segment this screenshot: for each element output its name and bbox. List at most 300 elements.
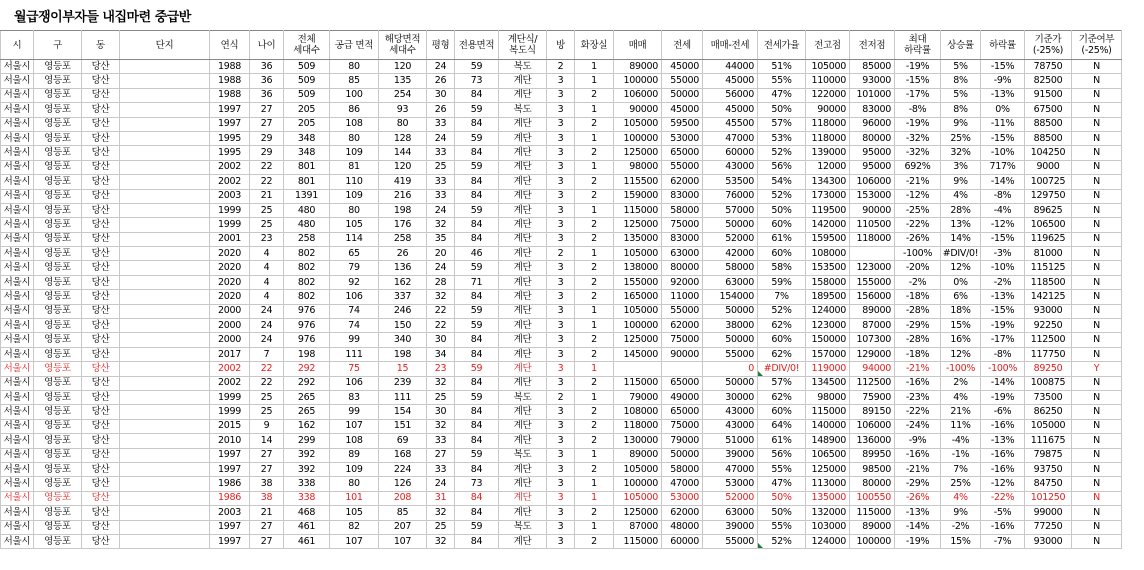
table-cell[interactable]: 84 xyxy=(455,290,499,304)
table-cell[interactable]: 당산 xyxy=(82,203,120,217)
table-cell[interactable] xyxy=(120,290,210,304)
column-header[interactable]: 전세가율 xyxy=(758,31,806,60)
table-cell[interactable]: -14% xyxy=(981,376,1025,390)
table-cell[interactable]: 50000 xyxy=(703,333,758,347)
table-cell[interactable]: 59 xyxy=(455,103,499,117)
table-cell[interactable]: 26 xyxy=(427,103,455,117)
table-cell[interactable]: 108000 xyxy=(614,405,662,419)
table-cell[interactable]: 89950 xyxy=(850,448,895,462)
table-cell[interactable]: 106500 xyxy=(1025,218,1072,232)
table-cell[interactable]: 135000 xyxy=(806,491,850,505)
table-cell[interactable]: 8% xyxy=(941,103,981,117)
table-cell[interactable]: 2020 xyxy=(210,261,250,275)
table-cell[interactable]: 976 xyxy=(284,333,330,347)
table-cell[interactable]: 서울시 xyxy=(1,520,34,534)
table-cell[interactable]: 서울시 xyxy=(1,419,34,433)
table-cell[interactable]: 84 xyxy=(455,189,499,203)
table-cell[interactable]: 112500 xyxy=(1025,333,1072,347)
table-cell[interactable]: 21% xyxy=(941,405,981,419)
table-cell[interactable]: 111 xyxy=(330,347,379,361)
table-cell[interactable]: 110500 xyxy=(850,218,895,232)
table-cell[interactable]: 151 xyxy=(379,419,427,433)
table-cell[interactable]: 118000 xyxy=(614,419,662,433)
table-cell[interactable] xyxy=(120,419,210,433)
table-cell[interactable]: 126 xyxy=(379,477,427,491)
table-cell[interactable]: 100000 xyxy=(614,74,662,88)
column-header[interactable]: 하락률 xyxy=(981,31,1025,60)
table-cell[interactable]: 서울시 xyxy=(1,448,34,462)
table-cell[interactable]: 2002 xyxy=(210,362,250,376)
table-cell[interactable]: 1 xyxy=(575,60,614,74)
table-cell[interactable]: 39000 xyxy=(703,448,758,462)
table-cell[interactable]: 3 xyxy=(547,448,575,462)
table-cell[interactable]: 47000 xyxy=(703,462,758,476)
table-cell[interactable]: N xyxy=(1072,175,1122,189)
table-cell[interactable]: 33 xyxy=(427,434,455,448)
table-cell[interactable]: -22% xyxy=(895,218,941,232)
table-cell[interactable]: 59 xyxy=(455,520,499,534)
table-cell[interactable]: 서울시 xyxy=(1,175,34,189)
table-cell[interactable]: 1988 xyxy=(210,88,250,102)
table-cell[interactable]: 82 xyxy=(330,520,379,534)
table-cell[interactable]: 140000 xyxy=(806,419,850,433)
table-cell[interactable]: -22% xyxy=(981,491,1025,505)
table-cell[interactable]: 계단 xyxy=(499,362,547,376)
table-cell[interactable]: 135 xyxy=(379,74,427,88)
table-cell[interactable]: 32 xyxy=(427,376,455,390)
table-cell[interactable]: 1997 xyxy=(210,117,250,131)
table-cell[interactable]: 118500 xyxy=(1025,275,1072,289)
table-cell[interactable]: 1999 xyxy=(210,203,250,217)
table-cell[interactable]: 115000 xyxy=(806,405,850,419)
table-cell[interactable]: 80 xyxy=(330,131,379,145)
table-cell[interactable]: 3 xyxy=(547,189,575,203)
table-cell[interactable]: 12% xyxy=(941,347,981,361)
table-cell[interactable]: 12000 xyxy=(806,160,850,174)
table-cell[interactable]: 3 xyxy=(547,160,575,174)
table-cell[interactable]: 60000 xyxy=(662,534,703,548)
table-cell[interactable]: 162 xyxy=(379,275,427,289)
table-cell[interactable]: 62000 xyxy=(662,175,703,189)
table-cell[interactable]: 24 xyxy=(427,261,455,275)
table-cell[interactable]: -26% xyxy=(895,491,941,505)
table-cell[interactable]: -19% xyxy=(895,534,941,548)
table-cell[interactable]: 93 xyxy=(379,103,427,117)
table-cell[interactable]: 당산 xyxy=(82,247,120,261)
table-cell[interactable] xyxy=(120,88,210,102)
table-cell[interactable]: -4% xyxy=(981,203,1025,217)
table-cell[interactable]: -100% xyxy=(941,362,981,376)
table-cell[interactable]: -19% xyxy=(895,60,941,74)
table-cell[interactable]: 2 xyxy=(575,419,614,433)
table-cell[interactable]: 59 xyxy=(455,448,499,462)
column-header[interactable]: 전용면적 xyxy=(455,31,499,60)
column-header[interactable]: 상승률 xyxy=(941,31,981,60)
table-cell[interactable]: 101000 xyxy=(850,88,895,102)
table-cell[interactable]: 2002 xyxy=(210,175,250,189)
table-cell[interactable]: 61% xyxy=(758,232,806,246)
table-cell[interactable]: 65000 xyxy=(662,376,703,390)
column-header[interactable]: 동 xyxy=(82,31,120,60)
table-cell[interactable]: 3 xyxy=(547,491,575,505)
table-cell[interactable]: -32% xyxy=(895,131,941,145)
table-cell[interactable]: 당산 xyxy=(82,333,120,347)
table-cell[interactable]: -10% xyxy=(981,261,1025,275)
table-cell[interactable]: 당산 xyxy=(82,462,120,476)
table-cell[interactable]: 55000 xyxy=(662,74,703,88)
table-cell[interactable]: 348 xyxy=(284,146,330,160)
table-cell[interactable]: 27 xyxy=(250,534,284,548)
table-cell[interactable] xyxy=(120,117,210,131)
table-cell[interactable]: 73500 xyxy=(1025,390,1072,404)
table-cell[interactable]: 198 xyxy=(379,203,427,217)
table-cell[interactable]: 100875 xyxy=(1025,376,1072,390)
table-cell[interactable]: 계단 xyxy=(499,491,547,505)
table-cell[interactable]: 87000 xyxy=(614,520,662,534)
table-cell[interactable]: 3 xyxy=(547,146,575,160)
table-cell[interactable]: 74 xyxy=(330,304,379,318)
table-cell[interactable]: 107 xyxy=(330,419,379,433)
table-cell[interactable]: 89000 xyxy=(614,448,662,462)
table-cell[interactable]: -5% xyxy=(981,506,1025,520)
table-cell[interactable]: 1999 xyxy=(210,390,250,404)
table-cell[interactable]: 105000 xyxy=(1025,419,1072,433)
table-cell[interactable]: 292 xyxy=(284,362,330,376)
table-cell[interactable]: 59 xyxy=(455,261,499,275)
table-cell[interactable]: N xyxy=(1072,491,1122,505)
table-cell[interactable]: N xyxy=(1072,218,1122,232)
table-cell[interactable]: 110 xyxy=(330,175,379,189)
table-cell[interactable]: 22 xyxy=(427,319,455,333)
table-cell[interactable]: -19% xyxy=(981,390,1025,404)
table-cell[interactable] xyxy=(120,390,210,404)
table-cell[interactable]: 509 xyxy=(284,60,330,74)
table-cell[interactable]: 2020 xyxy=(210,290,250,304)
table-cell[interactable]: 78750 xyxy=(1025,60,1072,74)
table-cell[interactable]: -20% xyxy=(895,261,941,275)
table-cell[interactable]: 105000 xyxy=(806,60,850,74)
table-cell[interactable]: -9% xyxy=(981,74,1025,88)
table-cell[interactable]: 125000 xyxy=(614,506,662,520)
table-cell[interactable]: 1 xyxy=(575,103,614,117)
table-cell[interactable]: -25% xyxy=(895,203,941,217)
table-cell[interactable]: 258 xyxy=(284,232,330,246)
table-cell[interactable]: 86250 xyxy=(1025,405,1072,419)
table-cell[interactable]: 153000 xyxy=(850,189,895,203)
table-cell[interactable]: 165000 xyxy=(614,290,662,304)
table-cell[interactable]: 27 xyxy=(250,103,284,117)
table-cell[interactable]: 76000 xyxy=(703,189,758,203)
table-cell[interactable]: 168 xyxy=(379,448,427,462)
table-cell[interactable]: 207 xyxy=(379,520,427,534)
table-cell[interactable]: 계단 xyxy=(499,218,547,232)
table-cell[interactable]: 84 xyxy=(455,506,499,520)
table-cell[interactable]: 50% xyxy=(758,103,806,117)
table-cell[interactable]: 2 xyxy=(575,218,614,232)
table-cell[interactable]: -13% xyxy=(981,290,1025,304)
table-cell[interactable]: 서울시 xyxy=(1,434,34,448)
table-cell[interactable]: 120 xyxy=(379,160,427,174)
table-cell[interactable]: 75 xyxy=(330,362,379,376)
table-cell[interactable]: 영등포 xyxy=(34,203,82,217)
table-cell[interactable]: -16% xyxy=(981,419,1025,433)
table-cell[interactable]: 영등포 xyxy=(34,160,82,174)
table-cell[interactable]: 0% xyxy=(981,103,1025,117)
table-cell[interactable]: 71 xyxy=(455,275,499,289)
table-cell[interactable]: 205 xyxy=(284,103,330,117)
table-cell[interactable]: 119000 xyxy=(806,362,850,376)
table-cell[interactable]: 서울시 xyxy=(1,506,34,520)
table-cell[interactable] xyxy=(120,347,210,361)
table-cell[interactable]: 5% xyxy=(941,88,981,102)
table-cell[interactable]: 25 xyxy=(250,203,284,217)
column-header[interactable]: 구 xyxy=(34,31,82,60)
table-cell[interactable]: 계단 xyxy=(499,88,547,102)
table-cell[interactable]: 158000 xyxy=(806,275,850,289)
table-cell[interactable] xyxy=(120,203,210,217)
table-cell[interactable]: 39000 xyxy=(703,520,758,534)
table-cell[interactable]: 9% xyxy=(941,175,981,189)
table-cell[interactable]: 영등포 xyxy=(34,275,82,289)
table-cell[interactable]: 3 xyxy=(547,117,575,131)
table-cell[interactable]: 0% xyxy=(941,275,981,289)
table-cell[interactable]: N xyxy=(1072,203,1122,217)
table-cell[interactable]: -12% xyxy=(981,477,1025,491)
table-cell[interactable]: 1 xyxy=(575,247,614,261)
table-cell[interactable]: 14% xyxy=(941,232,981,246)
table-cell[interactable]: N xyxy=(1072,290,1122,304)
table-cell[interactable]: 56% xyxy=(758,448,806,462)
table-cell[interactable]: 254 xyxy=(379,88,427,102)
table-cell[interactable]: 156000 xyxy=(850,290,895,304)
table-cell[interactable]: 65 xyxy=(330,247,379,261)
table-cell[interactable]: 59% xyxy=(758,275,806,289)
table-cell[interactable]: 55% xyxy=(758,462,806,476)
table-cell[interactable] xyxy=(662,362,703,376)
table-cell[interactable]: 292 xyxy=(284,376,330,390)
table-cell[interactable]: 서울시 xyxy=(1,376,34,390)
table-cell[interactable]: 159500 xyxy=(806,232,850,246)
table-cell[interactable]: 2000 xyxy=(210,304,250,318)
table-cell[interactable]: 55000 xyxy=(662,160,703,174)
table-cell[interactable]: 153500 xyxy=(806,261,850,275)
table-cell[interactable]: 94000 xyxy=(850,362,895,376)
table-cell[interactable]: N xyxy=(1072,390,1122,404)
table-cell[interactable]: 83000 xyxy=(662,189,703,203)
table-cell[interactable]: -19% xyxy=(981,319,1025,333)
table-cell[interactable]: 338 xyxy=(284,477,330,491)
table-cell[interactable]: -16% xyxy=(895,376,941,390)
table-cell[interactable]: 서울시 xyxy=(1,218,34,232)
table-cell[interactable]: 7% xyxy=(758,290,806,304)
table-cell[interactable]: N xyxy=(1072,347,1122,361)
table-cell[interactable]: 43000 xyxy=(703,419,758,433)
table-cell[interactable]: 3 xyxy=(547,218,575,232)
table-cell[interactable]: 5% xyxy=(941,60,981,74)
table-cell[interactable]: 113000 xyxy=(806,477,850,491)
table-cell[interactable]: 65000 xyxy=(662,146,703,160)
table-cell[interactable]: 1999 xyxy=(210,405,250,419)
table-cell[interactable]: 2 xyxy=(575,333,614,347)
table-cell[interactable]: 25 xyxy=(427,390,455,404)
table-cell[interactable]: 84 xyxy=(455,232,499,246)
table-cell[interactable]: 115125 xyxy=(1025,261,1072,275)
table-cell[interactable]: 105000 xyxy=(614,462,662,476)
column-header[interactable]: 시 xyxy=(1,31,34,60)
table-cell[interactable]: 영등포 xyxy=(34,506,82,520)
table-cell[interactable]: 당산 xyxy=(82,448,120,462)
table-cell[interactable]: 125000 xyxy=(614,333,662,347)
table-cell[interactable]: N xyxy=(1072,477,1122,491)
table-cell[interactable]: 155000 xyxy=(850,275,895,289)
table-cell[interactable]: -15% xyxy=(981,304,1025,318)
table-cell[interactable]: 105 xyxy=(330,506,379,520)
table-cell[interactable]: 80 xyxy=(379,117,427,131)
table-cell[interactable]: 75000 xyxy=(662,419,703,433)
table-cell[interactable]: 87000 xyxy=(850,319,895,333)
table-cell[interactable]: 69 xyxy=(379,434,427,448)
table-cell[interactable]: 84 xyxy=(455,405,499,419)
table-cell[interactable]: 50% xyxy=(758,203,806,217)
table-cell[interactable]: 당산 xyxy=(82,175,120,189)
table-cell[interactable] xyxy=(120,477,210,491)
table-cell[interactable]: 224 xyxy=(379,462,427,476)
table-cell[interactable] xyxy=(120,218,210,232)
table-cell[interactable]: 84 xyxy=(455,434,499,448)
table-cell[interactable]: 119500 xyxy=(806,203,850,217)
table-cell[interactable]: 계단 xyxy=(499,376,547,390)
table-cell[interactable]: 118000 xyxy=(806,131,850,145)
table-cell[interactable]: 129750 xyxy=(1025,189,1072,203)
table-cell[interactable]: 계단 xyxy=(499,304,547,318)
table-cell[interactable]: -16% xyxy=(895,448,941,462)
table-cell[interactable]: 107 xyxy=(330,534,379,548)
table-cell[interactable]: 50000 xyxy=(703,304,758,318)
table-cell[interactable]: 서울시 xyxy=(1,275,34,289)
table-cell[interactable]: 3 xyxy=(547,203,575,217)
table-cell[interactable]: 99000 xyxy=(1025,506,1072,520)
table-cell[interactable]: 64% xyxy=(758,419,806,433)
column-header[interactable]: 최대 하락률 xyxy=(895,31,941,60)
table-cell[interactable]: 118000 xyxy=(850,232,895,246)
table-cell[interactable]: 당산 xyxy=(82,506,120,520)
table-cell[interactable]: 84 xyxy=(455,146,499,160)
table-cell[interactable]: 영등포 xyxy=(34,448,82,462)
table-cell[interactable]: 33 xyxy=(427,462,455,476)
table-cell[interactable] xyxy=(120,175,210,189)
table-cell[interactable]: 106 xyxy=(330,290,379,304)
table-cell[interactable]: -23% xyxy=(895,390,941,404)
table-cell[interactable]: 717% xyxy=(981,160,1025,174)
table-cell[interactable]: 53000 xyxy=(703,477,758,491)
table-cell[interactable]: 3 xyxy=(547,506,575,520)
table-cell[interactable]: 62000 xyxy=(662,319,703,333)
table-cell[interactable]: 3 xyxy=(547,405,575,419)
table-cell[interactable]: 3 xyxy=(547,103,575,117)
table-cell[interactable]: 2002 xyxy=(210,376,250,390)
column-header[interactable]: 연식 xyxy=(210,31,250,60)
table-cell[interactable]: 2015 xyxy=(210,419,250,433)
table-cell[interactable]: -15% xyxy=(981,60,1025,74)
table-cell[interactable]: 82500 xyxy=(1025,74,1072,88)
table-cell[interactable]: 46 xyxy=(455,247,499,261)
table-cell[interactable]: 당산 xyxy=(82,362,120,376)
table-cell[interactable]: 계단 xyxy=(499,160,547,174)
table-cell[interactable]: 105000 xyxy=(614,247,662,261)
table-cell[interactable]: 59 xyxy=(455,319,499,333)
table-cell[interactable]: 83 xyxy=(330,390,379,404)
table-cell[interactable]: 62% xyxy=(758,390,806,404)
table-cell[interactable]: 125000 xyxy=(614,146,662,160)
table-cell[interactable]: 216 xyxy=(379,189,427,203)
table-cell[interactable]: 122000 xyxy=(806,88,850,102)
table-cell[interactable]: 106 xyxy=(330,376,379,390)
table-cell[interactable]: 142000 xyxy=(806,218,850,232)
table-cell[interactable]: 89000 xyxy=(850,304,895,318)
table-cell[interactable]: 55000 xyxy=(703,534,758,548)
table-cell[interactable]: 84 xyxy=(455,491,499,505)
table-cell[interactable]: 당산 xyxy=(82,232,120,246)
table-cell[interactable] xyxy=(120,60,210,74)
table-cell[interactable]: 106500 xyxy=(806,448,850,462)
table-cell[interactable] xyxy=(120,491,210,505)
table-cell[interactable]: 45500 xyxy=(703,117,758,131)
table-cell[interactable]: 136 xyxy=(379,261,427,275)
table-cell[interactable]: 123000 xyxy=(850,261,895,275)
table-cell[interactable]: 134300 xyxy=(806,175,850,189)
column-header[interactable]: 기준가 (-25%) xyxy=(1025,31,1072,60)
table-cell[interactable]: 32 xyxy=(427,506,455,520)
table-cell[interactable]: 108000 xyxy=(806,247,850,261)
table-cell[interactable]: 서울시 xyxy=(1,146,34,160)
table-cell[interactable]: 2017 xyxy=(210,347,250,361)
table-cell[interactable]: 당산 xyxy=(82,275,120,289)
table-cell[interactable]: 84 xyxy=(455,117,499,131)
table-cell[interactable]: 128 xyxy=(379,131,427,145)
table-cell[interactable]: 105000 xyxy=(614,491,662,505)
table-cell[interactable]: 65000 xyxy=(662,405,703,419)
table-cell[interactable]: 136000 xyxy=(850,434,895,448)
table-cell[interactable]: -100% xyxy=(981,362,1025,376)
table-cell[interactable]: 영등포 xyxy=(34,319,82,333)
table-cell[interactable]: 173000 xyxy=(806,189,850,203)
table-cell[interactable]: 영등포 xyxy=(34,60,82,74)
table-cell[interactable]: 509 xyxy=(284,74,330,88)
table-cell[interactable]: 26 xyxy=(427,74,455,88)
column-header[interactable]: 해당면적 세대수 xyxy=(379,31,427,60)
table-cell[interactable]: 57% xyxy=(758,376,806,390)
table-cell[interactable]: -12% xyxy=(895,189,941,203)
table-cell[interactable]: 93000 xyxy=(1025,304,1072,318)
table-cell[interactable]: 1986 xyxy=(210,477,250,491)
table-cell[interactable]: 198 xyxy=(379,347,427,361)
table-cell[interactable]: 계단 xyxy=(499,146,547,160)
table-cell[interactable]: 25 xyxy=(427,520,455,534)
table-cell[interactable]: 4% xyxy=(941,189,981,203)
table-cell[interactable]: 25% xyxy=(941,131,981,145)
table-cell[interactable]: 150000 xyxy=(806,333,850,347)
table-cell[interactable]: 13% xyxy=(941,218,981,232)
table-cell[interactable]: 96000 xyxy=(850,117,895,131)
table-cell[interactable]: 영등포 xyxy=(34,290,82,304)
table-cell[interactable]: 24 xyxy=(250,304,284,318)
table-cell[interactable]: 계단 xyxy=(499,275,547,289)
table-cell[interactable]: 15% xyxy=(941,534,981,548)
table-cell[interactable]: 영등포 xyxy=(34,103,82,117)
table-cell[interactable]: 당산 xyxy=(82,491,120,505)
table-cell[interactable]: 영등포 xyxy=(34,261,82,275)
table-cell[interactable]: 124000 xyxy=(806,304,850,318)
